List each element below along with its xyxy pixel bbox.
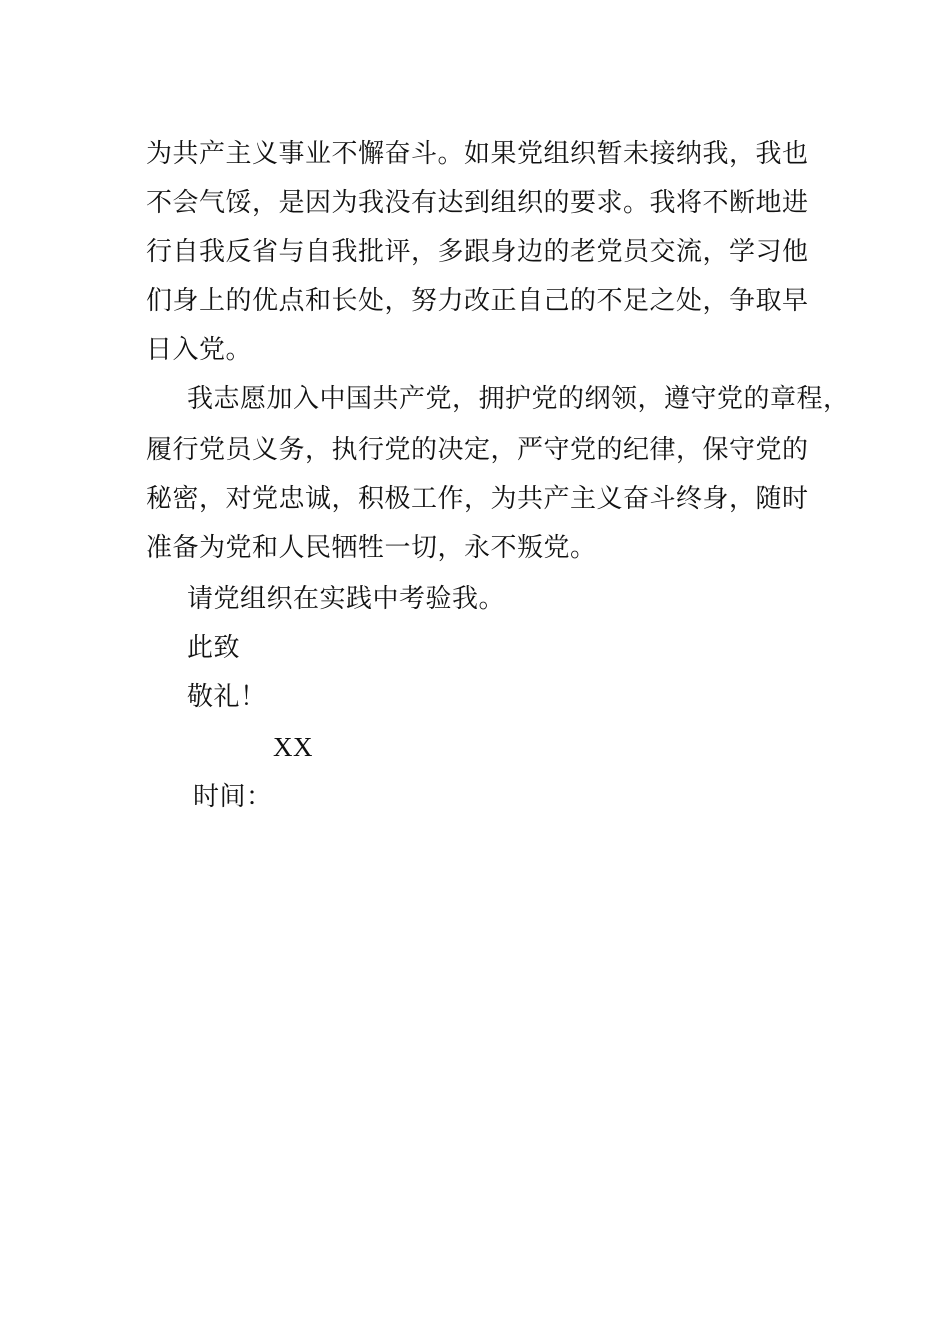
paragraph-line: 我志愿加入中国共产党，拥护党的纲领，遵守党的章程，	[187, 384, 850, 414]
paragraph-line: 行自我反省与自我批评，多跟身边的老党员交流，学习他	[146, 237, 809, 267]
salutation-jingli: 敬礼！	[187, 682, 267, 712]
signature: XX	[273, 732, 313, 762]
paragraph-line: 们身上的优点和长处，努力改正自己的不足之处，争取早	[146, 286, 809, 316]
paragraph-line: 秘密，对党忠诚，积极工作，为共产主义奋斗终身，随时	[146, 484, 809, 514]
paragraph-line: 履行党员义务，执行党的决定，严守党的纪律，保守党的	[146, 435, 809, 465]
request-line: 请党组织在实践中考验我。	[187, 584, 506, 614]
paragraph-line: 日入党。	[146, 335, 253, 365]
paragraph-line: 为共产主义事业不懈奋斗。如果党组织暂未接纳我，我也	[146, 139, 809, 169]
date-label: 时间：	[193, 782, 273, 812]
salutation-cizhi: 此致	[187, 633, 241, 663]
paragraph-line: 不会气馁，是因为我没有达到组织的要求。我将不断地进	[146, 188, 809, 218]
paragraph-line: 准备为党和人民牺牲一切，永不叛党。	[146, 533, 597, 563]
